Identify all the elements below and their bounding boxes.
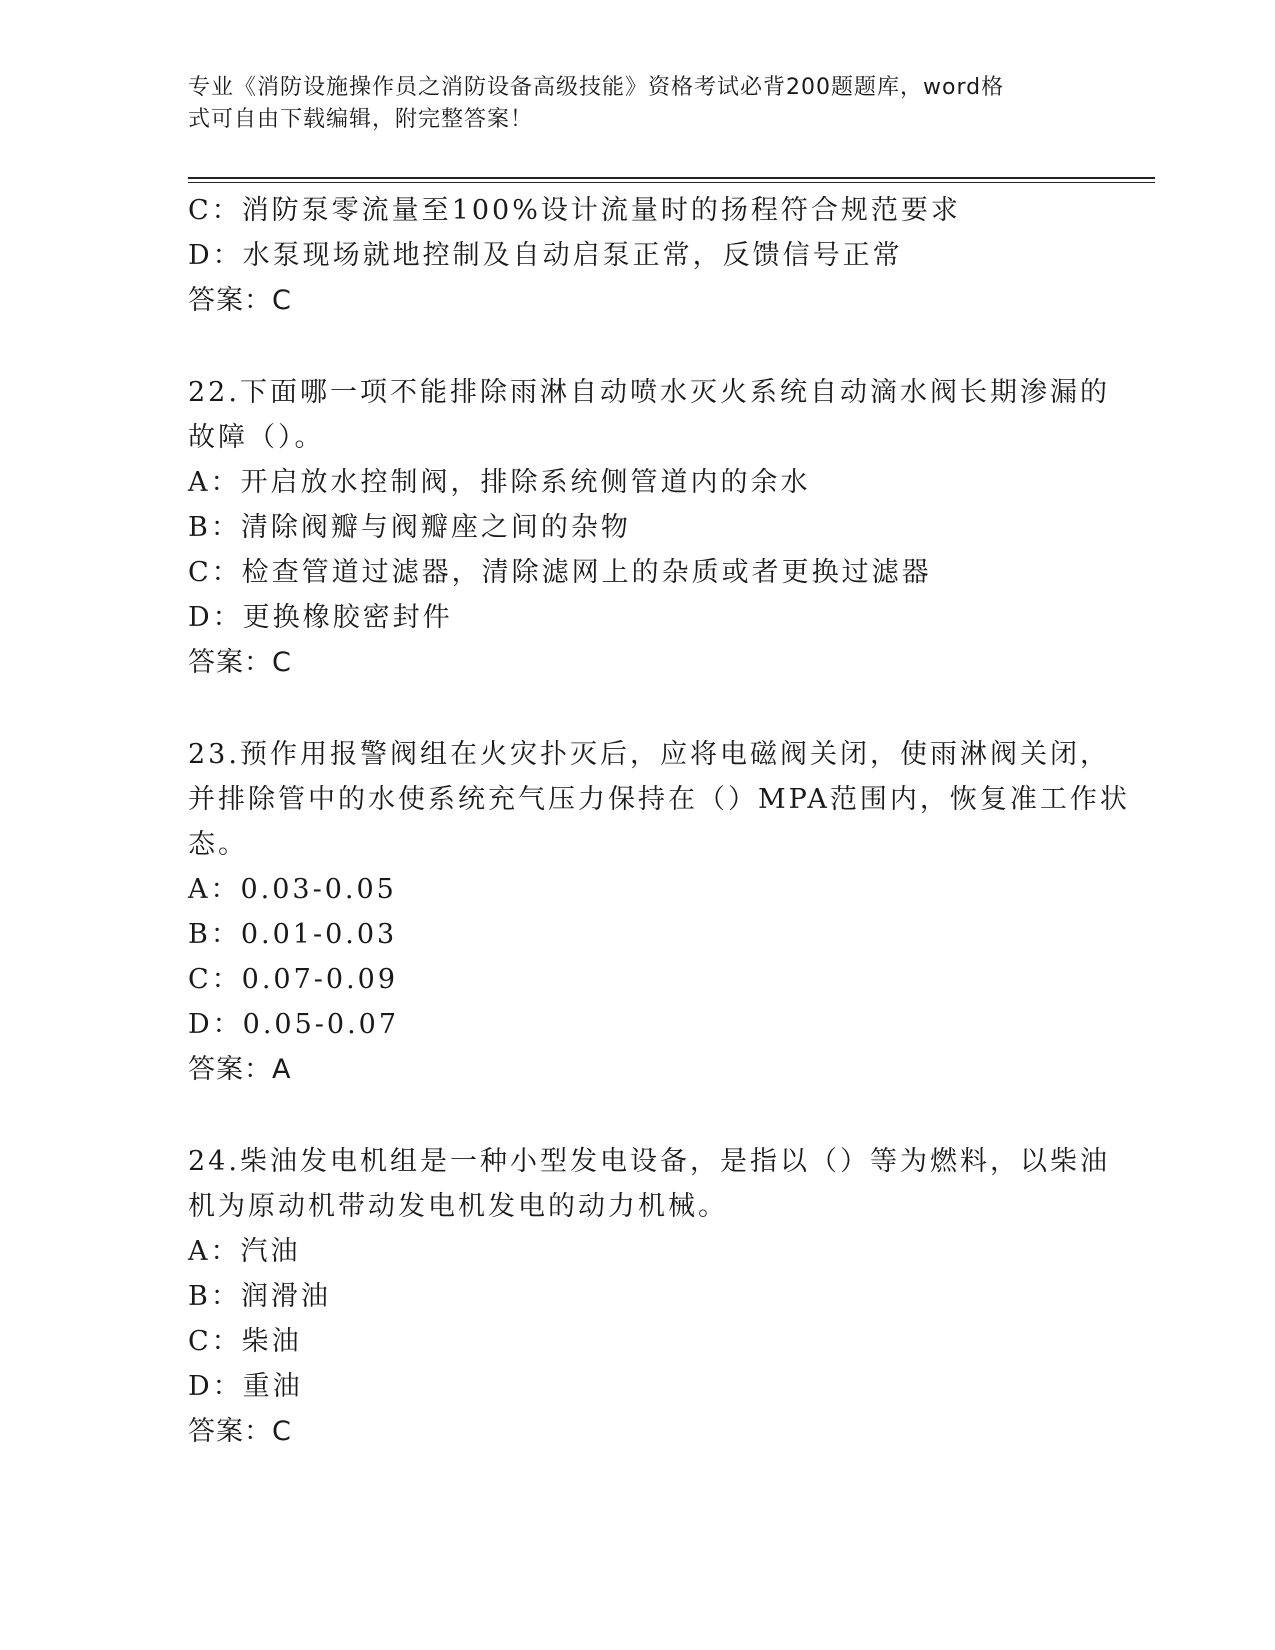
option-d: D：重油 bbox=[188, 1371, 303, 1402]
question-stem: 并排除管中的水使系统充气压力保持在（）MPA范围内，恢复准工作状 bbox=[188, 784, 1130, 815]
option-b: B：润滑油 bbox=[188, 1281, 331, 1312]
option-c: C：0.07-0.09 bbox=[188, 964, 399, 995]
header-line-2: 式可自由下载编辑，附完整答案！ bbox=[188, 107, 534, 132]
spacer bbox=[188, 1092, 1088, 1139]
spacer bbox=[188, 685, 1088, 732]
option-b: B：0.01-0.03 bbox=[188, 919, 398, 950]
question-21-tail bbox=[188, 188, 1088, 323]
question-stem: 机为原动机带动发电机发电的动力机械。 bbox=[188, 1191, 728, 1222]
option-a: A：0.03-0.05 bbox=[188, 874, 397, 905]
option-c: C：检查管道过滤器，清除滤网上的杂质或者更换过滤器 bbox=[188, 557, 932, 588]
option-c: C：消防泵零流量至100%设计流量时的扬程符合规范要求 bbox=[188, 195, 961, 226]
question-stem: 故障（）。 bbox=[188, 422, 325, 453]
answer-line: 答案：C bbox=[188, 285, 292, 316]
question-content bbox=[188, 188, 1130, 1454]
option-a: A：开启放水控制阀，排除系统侧管道内的余水 bbox=[188, 467, 811, 498]
option-d: D：水泵现场就地控制及自动启泵正常，反馈信号正常 bbox=[188, 240, 903, 271]
answer-line: 答案：C bbox=[188, 1416, 292, 1447]
option-b: B：清除阀瓣与阀瓣座之间的杂物 bbox=[188, 512, 631, 543]
answer-line: 答案：A bbox=[188, 1054, 292, 1085]
question-stem: 态。 bbox=[188, 829, 248, 860]
answer-line: 答案：C bbox=[188, 647, 292, 678]
document-header bbox=[188, 72, 1068, 136]
question-22 bbox=[188, 370, 1110, 685]
spacer bbox=[188, 323, 1088, 370]
question-stem: 23.预作用报警阀组在火灾扑灭后，应将电磁阀关闭，使雨淋阀关闭， bbox=[188, 739, 1110, 770]
option-d: D：更换橡胶密封件 bbox=[188, 602, 453, 633]
header-divider-thick bbox=[188, 177, 1155, 179]
option-a: A：汽油 bbox=[188, 1236, 301, 1267]
question-23 bbox=[188, 732, 1130, 1092]
option-c: C：柴油 bbox=[188, 1326, 302, 1357]
question-24 bbox=[188, 1139, 1110, 1454]
question-stem: 24.柴油发电机组是一种小型发电设备，是指以（）等为燃料，以柴油 bbox=[188, 1146, 1110, 1177]
option-d: D：0.05-0.07 bbox=[188, 1009, 400, 1040]
header-line-1: 专业《消防设施操作员之消防设备高级技能》资格考试必背200题题库，word格 bbox=[188, 75, 1005, 100]
header-divider-thin bbox=[188, 182, 1155, 183]
question-stem: 22.下面哪一项不能排除雨淋自动喷水灭火系统自动滴水阀长期渗漏的 bbox=[188, 377, 1110, 408]
